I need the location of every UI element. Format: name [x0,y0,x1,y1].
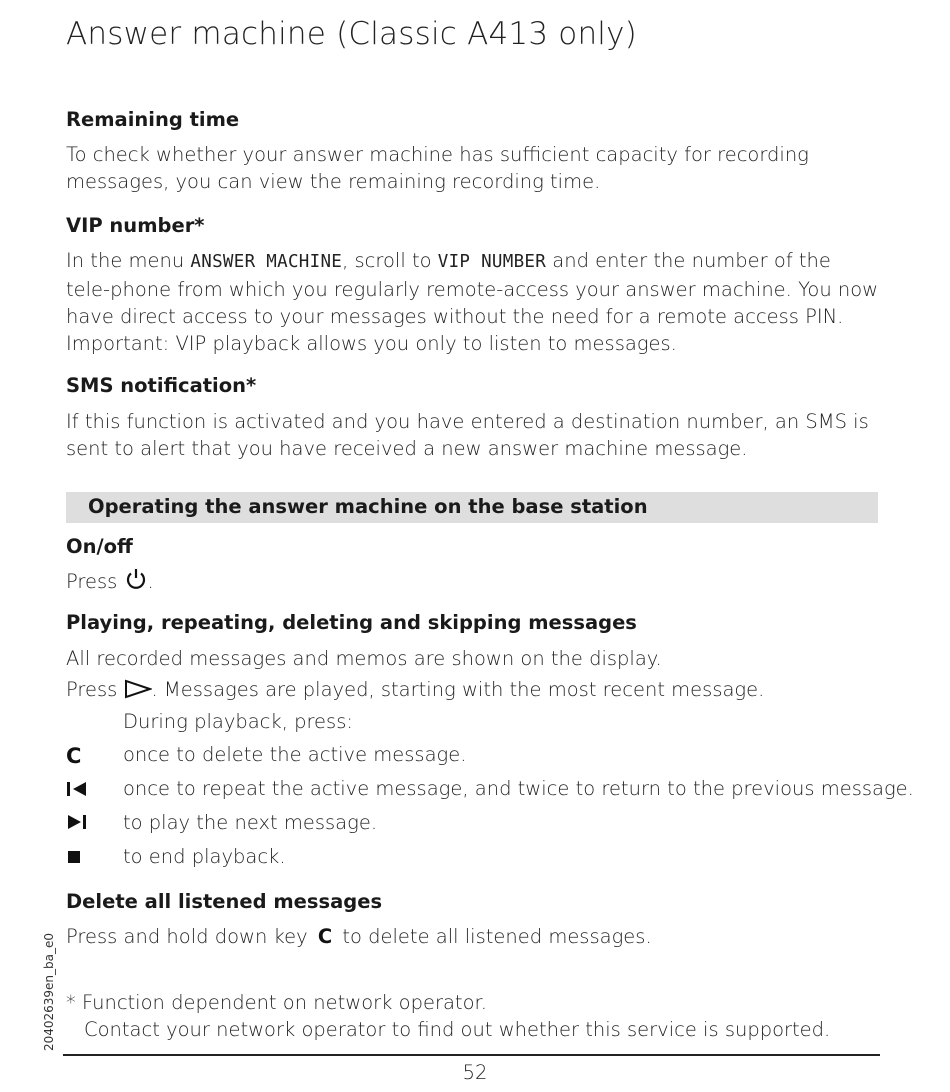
footnote-line-1: * Function dependent on network operator. [66,991,487,1014]
power-icon [124,567,148,598]
vip-number-body: In the menu ANSWER MACHINE, scroll to VIP NUMBER and enter the number of the tele-phone from which you regularly remote-access your answer machine. You now have direct access to your messages without the need for a remote access PIN. Important: VIP playback allows you only to listen to messages. [66,249,879,355]
remaining-time-heading: Remaining time [66,108,240,131]
document-code: 20402639en_ba_e0 [42,932,56,1052]
delete-all-heading: Delete all listened messages [66,890,383,913]
footer-rule [63,1054,880,1056]
stop-icon [66,845,96,869]
page-title: Answer machine (Classic A413 only) [66,16,637,52]
playing-line-1: All recorded messages and memos are shown on the display. [66,647,662,670]
playing-heading: Playing, repeating, deleting and skipping messages [66,611,637,634]
remaining-time-body: To check whether your answer machine has sufficient capacity for recording messages, you can view the remaining recording time. [66,143,809,193]
sms-notification-heading: SMS notification* [66,374,257,397]
onoff-body: Press . [66,567,886,598]
playing-line-2: Press . Messages are played, starting with the most recent message. [66,676,886,706]
section-band-title: Operating the answer machine on the base station [88,495,648,518]
skip-back-icon [66,777,96,801]
skip-forward-icon [66,810,96,834]
list-item: once to repeat the active message, and twice to return to the previous message. [123,777,914,800]
c-key-icon: C [66,744,82,768]
c-key-icon: C [317,925,333,948]
vip-number-heading: VIP number* [66,214,205,237]
menu-name-answer-machine: ANSWER MACHINE [190,252,343,272]
list-item: to play the next message. [123,811,378,834]
page-number: 52 [462,1061,488,1084]
list-item: once to delete the active message. [123,743,467,766]
delete-all-body: Press and hold down key C to delete all listened messages. [66,925,652,948]
footnote-line-2: Contact your network operator to find out whether this service is supported. [84,1018,831,1041]
play-icon [124,679,152,706]
menu-name-vip-number: VIP NUMBER [437,252,547,272]
onoff-heading: On/off [66,535,133,558]
list-item: to end playback. [123,845,286,868]
during-playback-text: During playback, press: [123,710,353,733]
sms-notification-body: If this function is activated and you have entered a destination number, an SMS is sent to alert that you have received a new answer machine message. [66,410,869,460]
